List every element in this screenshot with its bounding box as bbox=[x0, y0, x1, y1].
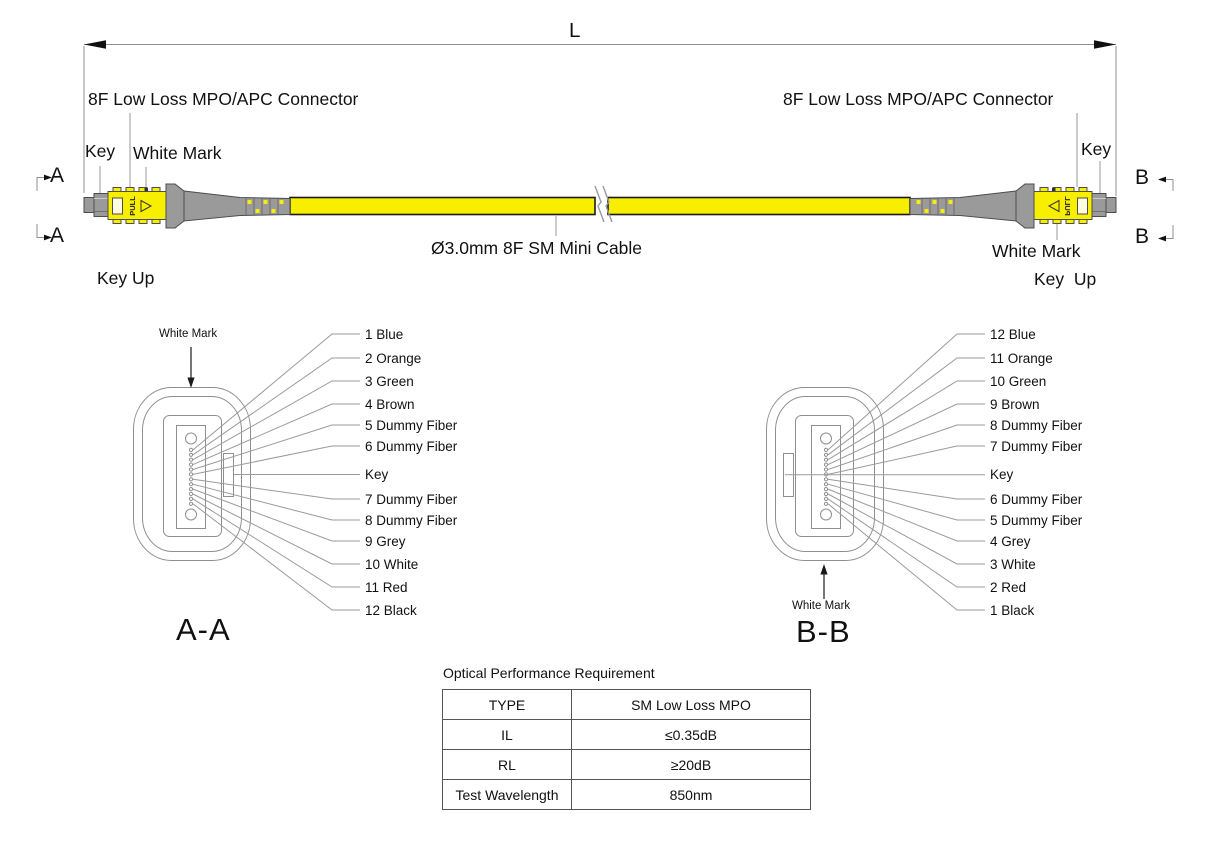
connector-left-key-up-label: Key Up bbox=[97, 268, 155, 288]
fiber-label: 9 Brown bbox=[990, 397, 1040, 412]
cable bbox=[290, 186, 910, 222]
cable-label: Ø3.0mm 8F SM Mini Cable bbox=[431, 238, 643, 258]
value-cell: 850nm bbox=[572, 780, 811, 810]
optical-performance-table bbox=[442, 665, 811, 810]
value-cell: SM Low Loss MPO bbox=[572, 690, 811, 720]
section-marker-b-bottom: B bbox=[1135, 225, 1150, 248]
fiber-label: 12 Blue bbox=[990, 327, 1036, 342]
param-cell: Test Wavelength bbox=[443, 780, 572, 810]
arrow-down-icon bbox=[187, 378, 194, 389]
table-row bbox=[443, 780, 811, 810]
face-b-title: B-B bbox=[796, 614, 851, 649]
pull-text: PULL bbox=[128, 196, 137, 216]
face-a-white-mark-label: White Mark bbox=[159, 328, 218, 340]
fiber-label: 4 Brown bbox=[365, 397, 415, 412]
param-cell: RL bbox=[443, 750, 572, 780]
fiber-label: 6 Dummy Fiber bbox=[990, 492, 1083, 507]
fiber-label: 8 Dummy Fiber bbox=[990, 418, 1083, 433]
connector-left-label: 8F Low Loss MPO/APC Connector bbox=[88, 89, 359, 109]
fiber-label: 3 White bbox=[990, 557, 1036, 572]
key-label: Key bbox=[990, 467, 1014, 482]
connector-left-white-mark-label: White Mark bbox=[133, 143, 222, 163]
connector-right-white-mark-label: White Mark bbox=[992, 241, 1081, 261]
fiber-label: 11 Red bbox=[365, 580, 408, 595]
connector-right-key-up-label: Key Up bbox=[1034, 269, 1097, 289]
param-cell: TYPE bbox=[443, 690, 572, 720]
section-marker-a-bottom: A bbox=[50, 224, 65, 247]
arrow-up-icon bbox=[820, 564, 827, 575]
connector-right-key-label: Key bbox=[1081, 139, 1112, 159]
fiber-label: 11 Orange bbox=[990, 351, 1053, 366]
fiber-label: 2 Orange bbox=[365, 351, 422, 366]
key-label: Key bbox=[365, 467, 389, 482]
dimension-length-label: L bbox=[569, 19, 581, 42]
fiber-label: 1 Black bbox=[990, 603, 1035, 618]
cable-break-icon bbox=[595, 186, 604, 222]
fiber-label: 8 Dummy Fiber bbox=[365, 513, 458, 528]
face-b-leaders bbox=[785, 334, 985, 610]
fiber-label: 1 Blue bbox=[365, 327, 404, 342]
table-row bbox=[443, 690, 811, 720]
key-feature bbox=[224, 454, 234, 497]
connector-right-label: 8F Low Loss MPO/APC Connector bbox=[783, 89, 1054, 109]
fiber-label: 10 Green bbox=[990, 374, 1047, 389]
fiber-label: 4 Grey bbox=[990, 534, 1031, 549]
fiber-label: 7 Dummy Fiber bbox=[365, 492, 458, 507]
white-mark-arrows bbox=[187, 347, 827, 599]
value-cell: ≤0.35dB bbox=[572, 720, 811, 750]
section-marker-b-top: B bbox=[1135, 166, 1150, 189]
fiber-label: 7 Dummy Fiber bbox=[990, 439, 1083, 454]
fiber-label: 5 Dummy Fiber bbox=[365, 418, 458, 433]
fiber-label: 12 Black bbox=[365, 603, 417, 618]
table-title: Optical Performance Requirement bbox=[443, 665, 655, 681]
face-a-leaders bbox=[193, 334, 360, 610]
section-marker-a-top: A bbox=[50, 164, 65, 187]
white-mark-dot bbox=[145, 188, 149, 191]
param-cell: IL bbox=[443, 720, 572, 750]
connector-left-key-label: Key bbox=[85, 141, 116, 161]
dimension-line bbox=[84, 40, 1116, 196]
fiber-label: 6 Dummy Fiber bbox=[365, 439, 458, 454]
mpo-connector-right bbox=[910, 184, 1116, 228]
face-a-title: A-A bbox=[176, 612, 231, 647]
fiber-label: 3 Green bbox=[365, 374, 414, 389]
face-b-white-mark-label: White Mark bbox=[792, 600, 851, 612]
connector-boot bbox=[184, 191, 290, 221]
mpo-connector-left bbox=[84, 184, 290, 228]
fiber-label: 9 Grey bbox=[365, 534, 406, 549]
table-row bbox=[443, 720, 811, 750]
fiber-label: 10 White bbox=[365, 557, 419, 572]
fiber-label: 2 Red bbox=[990, 580, 1027, 595]
fiber-label: 5 Dummy Fiber bbox=[990, 513, 1083, 528]
table-row bbox=[443, 750, 811, 780]
leader-lines bbox=[100, 113, 1100, 240]
value-cell: ≥20dB bbox=[572, 750, 811, 780]
